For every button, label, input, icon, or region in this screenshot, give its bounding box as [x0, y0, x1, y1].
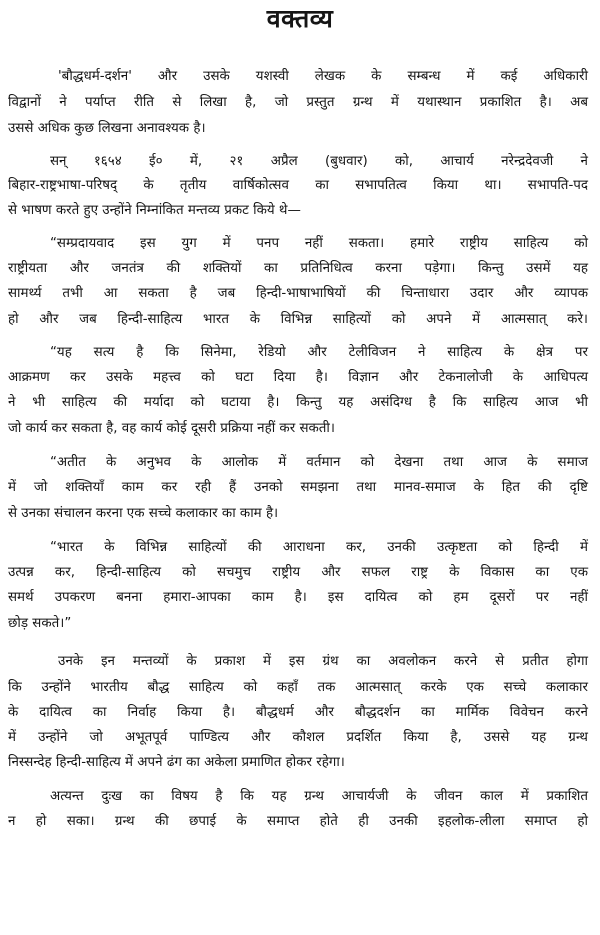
text-line: राष्ट्रीयता और जनतंत्र की शक्तियों का प्रतिनिधित्व करना पड़ेगा। किन्तु उसमें यह — [8, 261, 588, 276]
text-line: विद्वानों ने पर्याप्त रीति से लिखा है, जो प्रस्तुत ग्रन्थ में यथास्थान प्रकाशित है। अब — [8, 95, 588, 110]
text-line: “यह सत्य है कि सिनेमा, रेडियो और टेलीविजन ने साहित्य के क्षेत्र पर — [50, 345, 588, 360]
text-line: 'बौद्धधर्म-दर्शन' और उसके यशस्वी लेखक के सम्बन्ध में कई अधिकारी — [58, 69, 588, 84]
text-line: से भाषण करते हुए उन्होंने निम्नांकित मन्तव्य प्रकट किये थे— — [8, 203, 301, 218]
text-line: “भारत के विभिन्न साहित्यों की आराधना कर, उनकी उत्कृष्टता को हिन्दी में — [50, 540, 588, 555]
text-line: उससे अधिक कुछ लिखना अनावश्यक है। — [8, 121, 206, 136]
text-line: में उन्होंने जो अभूतपूर्व पाण्डित्य और कौशल प्रदर्शित किया है, उससे यह ग्रन्थ — [8, 730, 588, 745]
text-line: “सम्प्रदायवाद इस युग में पनप नहीं सकता। हमारे राष्ट्रीय साहित्य को — [50, 236, 588, 251]
text-line: आक्रमण कर उसके महत्त्व को घटा दिया है। विज्ञान और टेकनालोजी के आधिपत्य — [8, 370, 588, 385]
text-line: ने भी साहित्य की मर्यादा को घटाया है। किन्तु यह असंदिग्ध है कि साहित्य आज भी — [8, 395, 588, 410]
text-line: समर्थ उपकरण बनना हमारा-आपका काम है। इस दायित्व को हम दूसरों पर नहीं — [8, 590, 588, 605]
text-line: जो कार्य कर सकता है, वह कार्य कोई दूसरी प्रक्रिया नहीं कर सकती। — [8, 421, 335, 436]
text-line: न हो सका। ग्रन्थ की छपाई के समाप्त होते ही उनकी इहलोक-लीला समाप्त हो — [8, 814, 588, 829]
text-line: बिहार-राष्ट्रभाषा-परिषद् के तृतीय वार्षिकोत्सव का सभापतित्व किया था। सभापति-पद — [8, 178, 588, 193]
text-line: अत्यन्त दुःख का विषय है कि यह ग्रन्थ आचार्यजी के जीवन काल में प्रकाशित — [50, 789, 588, 804]
text-line: में जो शक्तियाँ काम कर रही हैं उनको समझना तथा मानव-समाज के हित की दृष्टि — [8, 480, 588, 495]
text-line: उनके इन मन्तव्यों के प्रकाश में इस ग्रंथ का अवलोकन करने से प्रतीत होगा — [58, 654, 588, 669]
page-title: वक्तव्य — [266, 4, 334, 33]
text-line: निस्सन्देह हिन्दी-साहित्य में अपने ढंग का अकेला प्रमाणित होकर रहेगा। — [8, 755, 345, 770]
text-line: के दायित्व का निर्वाह किया है। बौद्धधर्म और बौद्धदर्शन का मार्मिक विवेचन करने — [8, 705, 588, 720]
text-line: कि उन्होंने भारतीय बौद्ध साहित्य को कहाँ तक आत्मसात् करके एक सच्चे कलाकार — [8, 680, 588, 695]
text-line: “अतीत के अनुभव के आलोक में वर्तमान को देखना तथा आज के समाज — [50, 455, 588, 470]
text-line: हो और जब हिन्दी-साहित्य भारत के विभिन्न साहित्यों को अपने में आत्मसात् करे। — [8, 312, 588, 327]
text-line: सामर्थ्य तभी आ सकता है जब हिन्दी-भाषाभाषियों की चिन्ताधारा उदार और व्यापक — [8, 286, 588, 301]
text-line: छोड़ सकते।” — [8, 616, 72, 631]
text-line: से उनका संचालन करना एक सच्चे कलाकार का काम है। — [8, 506, 279, 521]
text-line: सन् १६५४ ई० में, २१ अप्रैल (बुधवार) को, आचार्य नरेन्द्रदेवजी ने — [50, 154, 588, 169]
text-line: उत्पन्न कर, हिन्दी-साहित्य को सचमुच राष्ट्रीय और सफल राष्ट्र के विकास का एक — [8, 565, 588, 580]
